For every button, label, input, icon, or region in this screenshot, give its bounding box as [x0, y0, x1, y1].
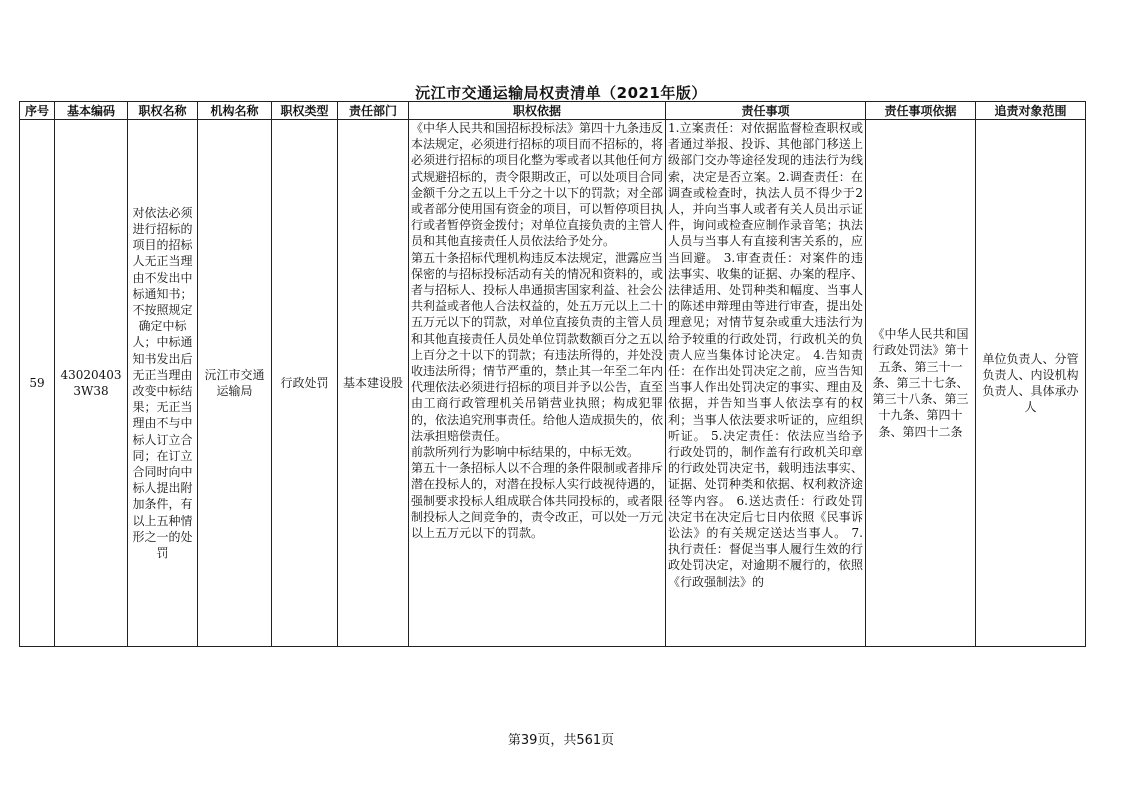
basis-paragraph: 前款所列行为影响中标结果的，中标无效。	[411, 445, 640, 460]
header-department: 责任部门	[338, 102, 409, 120]
cell-accountability: 单位负责人、分管负责人、内设机构负责人、具体承办人	[976, 120, 1086, 647]
cell-duty-basis: 《中华人民共和国行政处罚法》第十五条、第三十一条、第三十七条、第三十八条、第三十九条、第四十条、第四十二条	[866, 120, 976, 647]
cell-index: 59	[20, 120, 55, 647]
header-duties: 责任事项	[666, 102, 866, 120]
header-code: 基本编码	[55, 102, 128, 120]
header-accountability: 追责对象范围	[976, 102, 1086, 120]
header-power-name: 职权名称	[128, 102, 198, 120]
cell-power-type: 行政处罚	[272, 120, 338, 647]
cell-department: 基本建设股	[338, 120, 409, 647]
header-basis: 职权依据	[409, 102, 666, 120]
header-duty-basis: 责任事项依据	[866, 102, 976, 120]
duties-text: 1.立案责任：对依据监督检查职权或者通过举报、投诉、其他部门移送上级部门交办等途径发现的违法行为线索，决定是否立案。2.调查责任：在调查或检查时，执法人员不得少于2人，并向当事人或者有关人员出示证件，询问或检查应制作录音笔；执法人员与当事人有直接利害关系的，应当回避。 3.审查责任：对案件的违法事实、收集的证据、办案的程序、法律适用、处罚种类和幅度、当事人的陈述申辩理由等进行审查，提出处理意见；对情节复杂或重大违法行为给予较重的行政处罚，行政机关的负责人应当集体讨论决定。 4.告知责任：在作出处罚决定之前，应当告知当事人作出处罚决定的事实、理由及依据，并告知当事人依法享有的权利；当事人依法要求听证的，应组织听证。 5.决定责任：依法应当给予行政处罚的，制作盖有行政机关印章的行政处罚决定书，载明违法事实、证据、处罚种类和依据、权利救济途径等内容。 6.送达责任：行政处罚决定书在决定后七日内依照《民事诉讼法》的有关规定送达当事人。 7.执行责任：督促当事人履行生效的行政处罚决定，对逾期不履行的，依照《行政强制法》的	[668, 121, 863, 589]
page-title: 沅江市交通运输局权责清单（2021年版）	[415, 84, 707, 102]
basis-paragraph: 第五十条招标代理机构违反本法规定，泄露应当保密的与招标投标活动有关的情况和资料的，或者与招标人、投标人串通损害国家利益、社会公共利益或者他人合法权益的，处五万元以上二十五万元以下的罚款，对单位直接负责的主管人员和其他直接责任人员处单位罚款数额百分之五以上百分之十以下的罚款；有违法所得的，并处没收违法所得；情节严重的，禁止其一年至二年内代理依法必须进行招标的项目并予以公告，直至由工商行政管理机关吊销营业执照；构成犯罪的，依法追究刑事责任。给他人造成损失的，依法承担赔偿责任。	[411, 250, 664, 443]
cell-power-name: 对依法必须 进行招标的 项目的招标 人无正当理 由不发出中 标通知书； 不按照规定 确定中标 人；中标通 知书发出后 无正当理由 改变中标结 果；无正当 理由不与中 标人订立合 同；在订立 合同时向中 标人提出附 加条件，有 以上五种情 形之一的处 罚	[128, 120, 198, 647]
basis-paragraph: 《中华人民共和国招标投标法》第四十九条违反本法规定，必须进行招标的项目而不招标的，将必须进行招标的项目化整为零或者以其他任何方式规避招标的，责令限期改正，可以处项目合同金额千分之五以上千分之十以下的罚款；对全部或者部分使用国有资金的项目，可以暂停项目执行或者暂停资金拨付；对单位直接负责的主管人员和其他直接责任人员依法给予处分。	[411, 121, 664, 249]
header-agency: 机构名称	[198, 102, 272, 120]
cell-agency: 沅江市交通 运输局	[198, 120, 272, 647]
cell-duties	[666, 120, 866, 647]
power-list-table	[19, 101, 1086, 647]
header-index: 序号	[20, 102, 55, 120]
page-footer: 第39页，共561页	[507, 733, 615, 748]
cell-code: 430204033W38	[55, 120, 128, 647]
table-row	[20, 120, 1086, 647]
table-header-row	[20, 102, 1086, 120]
header-power-type: 职权类型	[272, 102, 338, 120]
cell-basis	[409, 120, 666, 647]
basis-paragraph: 第五十一条招标人以不合理的条件限制或者排斥潜在投标人的，对潜在投标人实行歧视待遇的，强制要求投标人组成联合体共同投标的，或者限制投标人之间竞争的，责令改正，可以处一万元以上五万元以下的罚款。	[411, 461, 664, 541]
